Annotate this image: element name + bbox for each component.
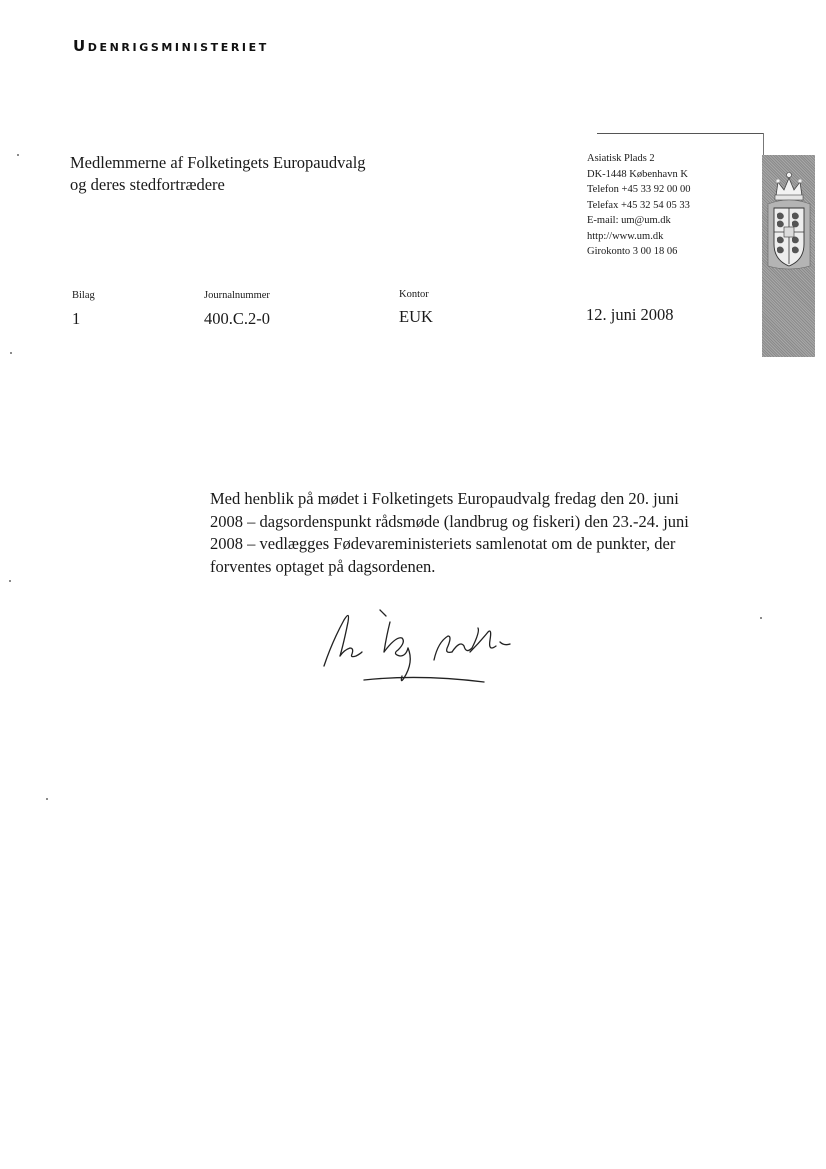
danish-coat-of-arms-icon (766, 166, 812, 272)
journal-value: 400.C.2-0 (204, 309, 270, 328)
letter-body (210, 488, 730, 578)
margin-mark (760, 617, 762, 619)
margin-mark (17, 154, 19, 156)
journal-label: Journalnummer (204, 290, 270, 301)
body-line-2: 2008 – dagsordenspunkt rådsmøde (landbrug og fiskeri) den 23.-24. juni (210, 511, 689, 531)
margin-mark (46, 798, 48, 800)
address-street: Asiatisk Plads 2 (587, 153, 655, 164)
handwritten-signature-icon (310, 602, 530, 692)
address-giro: Girokonto 3 00 18 06 (587, 246, 678, 257)
body-line-3: 2008 – vedlægges Fødevareministeriets samlenotat om de punkter, der (210, 534, 676, 553)
recipient-line-2: og deres stedfortrædere (70, 175, 225, 194)
body-line-1: Med henblik på mødet i Folketingets Europaudvalg fredag den 20. juni (210, 489, 679, 508)
address-website: http://www.um.dk (587, 230, 664, 242)
address-side-rule (763, 133, 764, 157)
bilag-value: 1 (72, 309, 81, 328)
kontor-label: Kontor (399, 289, 429, 300)
address-top-rule (597, 133, 763, 134)
address-phone: Telefon +45 33 92 00 00 (587, 184, 691, 195)
ministry-name: Udenrigsministeriet (73, 37, 269, 55)
recipient-line-1: Medlemmerne af Folketingets Europaudvalg (70, 153, 366, 172)
kontor-value: EUK (399, 307, 433, 326)
bilag-label: Bilag (72, 290, 95, 301)
margin-mark (9, 580, 11, 582)
address-email: E-mail: um@um.dk (587, 215, 671, 226)
recipient-block (70, 152, 366, 196)
address-city: DK-1448 København K (587, 168, 688, 180)
letter-date: 12. juni 2008 (586, 305, 674, 324)
body-line-4: forventes optaget på dagsordenen. (210, 556, 436, 576)
address-fax: Telefax +45 32 54 05 33 (587, 199, 690, 211)
sender-address (587, 151, 690, 260)
margin-mark (10, 352, 12, 354)
